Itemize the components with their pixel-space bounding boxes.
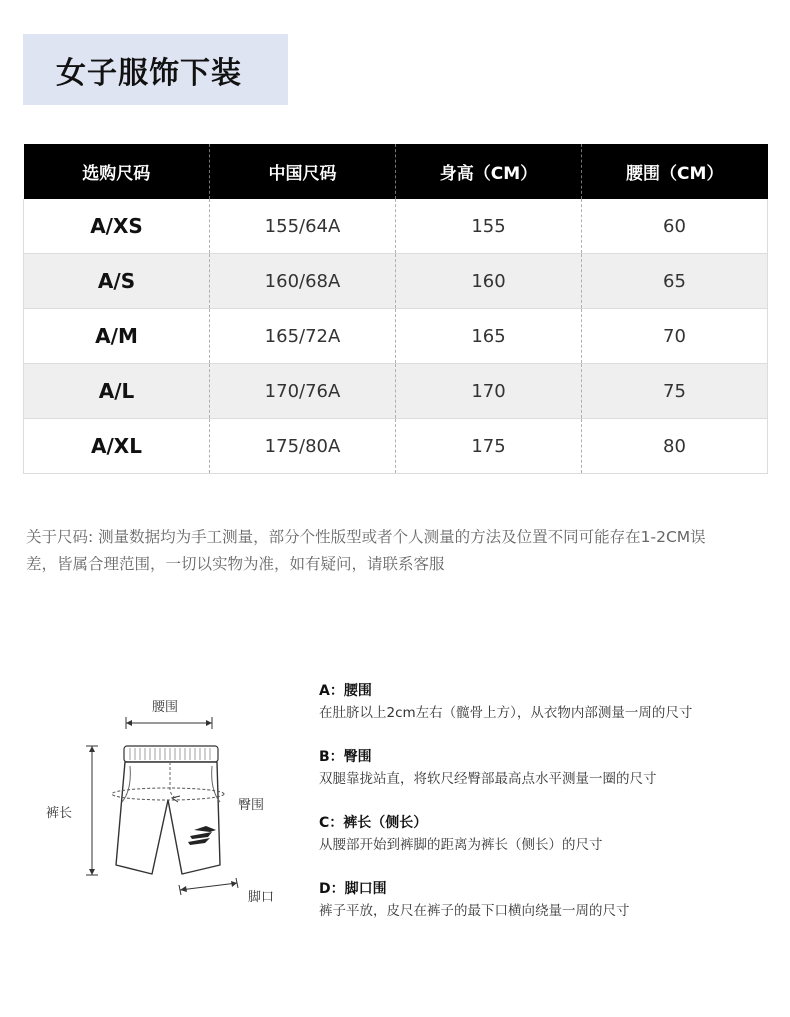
cell-height: 155	[396, 199, 582, 254]
table-row	[24, 254, 768, 309]
table-row	[24, 364, 768, 419]
cell-purchase-size: A/M	[24, 309, 210, 364]
cell-china-size: 170/76A	[210, 364, 396, 419]
cell-purchase-size: A/XS	[24, 199, 210, 254]
header-purchase-size: 选购尺码	[24, 144, 210, 199]
definition-hip	[319, 746, 779, 790]
cell-height: 175	[396, 419, 582, 474]
cell-purchase-size: A/L	[24, 364, 210, 419]
label-hip: 臀围	[238, 798, 265, 813]
label-length: 裤长	[46, 806, 73, 821]
definition-desc: 在肚脐以上2cm左右（髋骨上方），从衣物内部测量一周的尺寸	[319, 705, 693, 721]
cell-purchase-size: A/XL	[24, 419, 210, 474]
label-waist: 腰围	[152, 700, 179, 715]
cell-china-size: 175/80A	[210, 419, 396, 474]
size-note	[26, 524, 771, 578]
definition-desc: 从腰部开始到裤脚的距离为裤长（侧长）的尺寸	[319, 837, 603, 853]
header-china-size: 中国尺码	[210, 144, 396, 199]
cell-china-size: 155/64A	[210, 199, 396, 254]
shorts-measurement-diagram	[40, 690, 300, 920]
definition-waist	[319, 680, 779, 724]
cell-china-size: 160/68A	[210, 254, 396, 309]
definition-desc: 双腿靠拢站直，将软尺经臀部最高点水平测量一圈的尺寸	[319, 771, 657, 787]
cell-waist: 60	[582, 199, 768, 254]
definition-title: C：裤长（侧长）	[319, 815, 428, 831]
table-header-row	[24, 144, 768, 199]
size-note-line-2: 差，皆属合理范围，一切以实物为准，如有疑问，请联系客服	[26, 555, 445, 573]
cell-height: 165	[396, 309, 582, 364]
cell-height: 170	[396, 364, 582, 419]
definition-desc: 裤子平放，皮尺在裤子的最下口横向绕量一周的尺寸	[319, 903, 630, 919]
cell-waist: 80	[582, 419, 768, 474]
table-row	[24, 419, 768, 474]
size-note-line-1: 关于尺码: 测量数据均为手工测量，部分个性版型或者个人测量的方法及位置不同可能存在1-2CM误	[26, 528, 706, 546]
label-hem: 脚口	[248, 890, 275, 905]
table-row	[24, 309, 768, 364]
cell-waist: 65	[582, 254, 768, 309]
definition-hem	[319, 878, 779, 922]
definition-length	[319, 812, 779, 856]
cell-waist: 70	[582, 309, 768, 364]
measurement-definitions	[319, 680, 779, 944]
title-banner	[23, 34, 288, 105]
header-waist: 腰围（CM）	[582, 144, 768, 199]
page-title: 女子服饰下装	[56, 55, 242, 91]
definition-title: A：腰围	[319, 683, 372, 699]
definition-title: D：脚口围	[319, 881, 387, 897]
cell-height: 160	[396, 254, 582, 309]
definition-title: B：臀围	[319, 749, 372, 765]
cell-china-size: 165/72A	[210, 309, 396, 364]
table-row	[24, 199, 768, 254]
cell-waist: 75	[582, 364, 768, 419]
cell-purchase-size: A/S	[24, 254, 210, 309]
size-table	[23, 144, 768, 474]
header-height: 身高（CM）	[396, 144, 582, 199]
